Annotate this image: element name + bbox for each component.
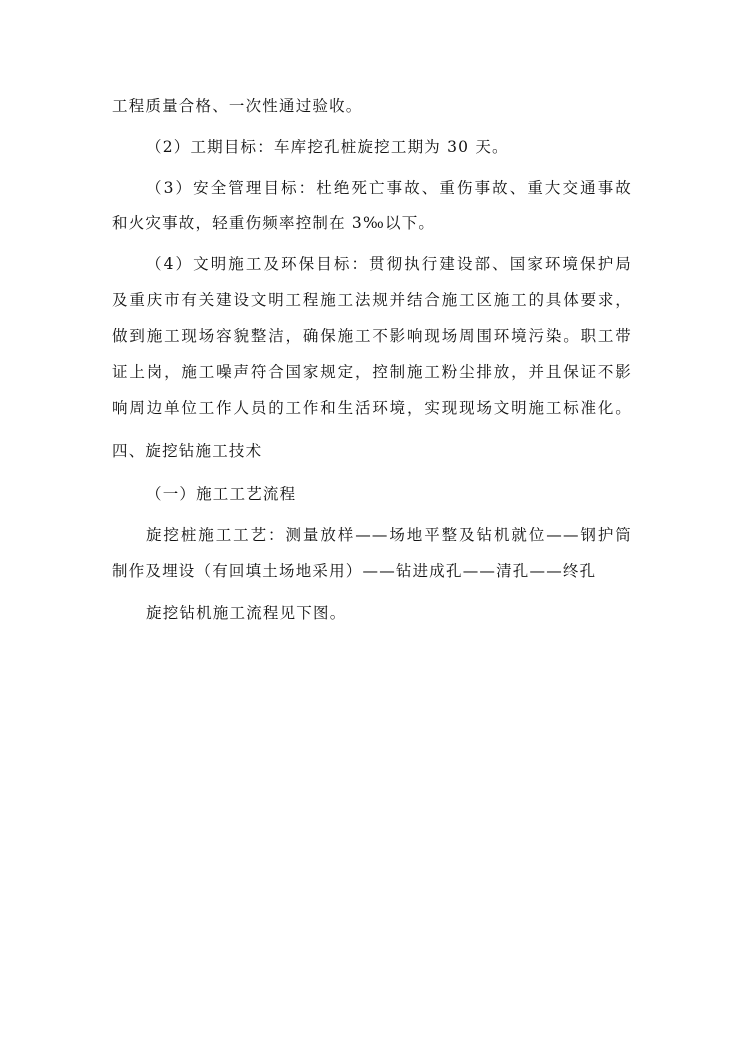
paragraph-line: 及重庆市有关建设文明工程施工法规并结合施工区施工的具体要求， (112, 291, 632, 309)
goal-safety-line-continued: 和火灾事故，轻重伤频率控制在 3‰以下。 (112, 214, 436, 232)
subsection-heading: （一）施工工艺流程 (146, 485, 297, 503)
goal-safety-line: （3）安全管理目标：杜绝死亡事故、重伤事故、重大交通事故 (146, 179, 632, 197)
paragraph-line: 响周边单位工作人员的工作和生活环境，实现现场文明施工标准化。 (112, 399, 632, 417)
process-line-continued: 制作及埋设（有回填土场地采用）——钻进成孔——清孔——终孔 (112, 562, 597, 580)
goal-schedule-line: （2）工期目标：车库挖孔桩旋挖工期为 30 天。 (146, 138, 509, 156)
goal-civilized-line: （4）文明施工及环保目标：贯彻执行建设部、国家环境保护局 (146, 255, 632, 273)
section-heading: 四、旋挖钻施工技术 (112, 442, 263, 460)
process-line: 旋挖桩施工工艺：测量放样——场地平整及钻机就位——钢护筒 (146, 526, 632, 544)
paragraph-line: 证上岗，施工噪声符合国家规定，控制施工粉尘排放，并且保证不影 (112, 363, 632, 381)
paragraph-line: 工程质量合格、一次性通过验收。 (112, 97, 363, 115)
figure-reference-line: 旋挖钻机施工流程见下图。 (146, 604, 347, 622)
paragraph-line: 做到施工现场容貌整洁，确保施工不影响现场周围环境污染。职工带 (112, 327, 632, 345)
